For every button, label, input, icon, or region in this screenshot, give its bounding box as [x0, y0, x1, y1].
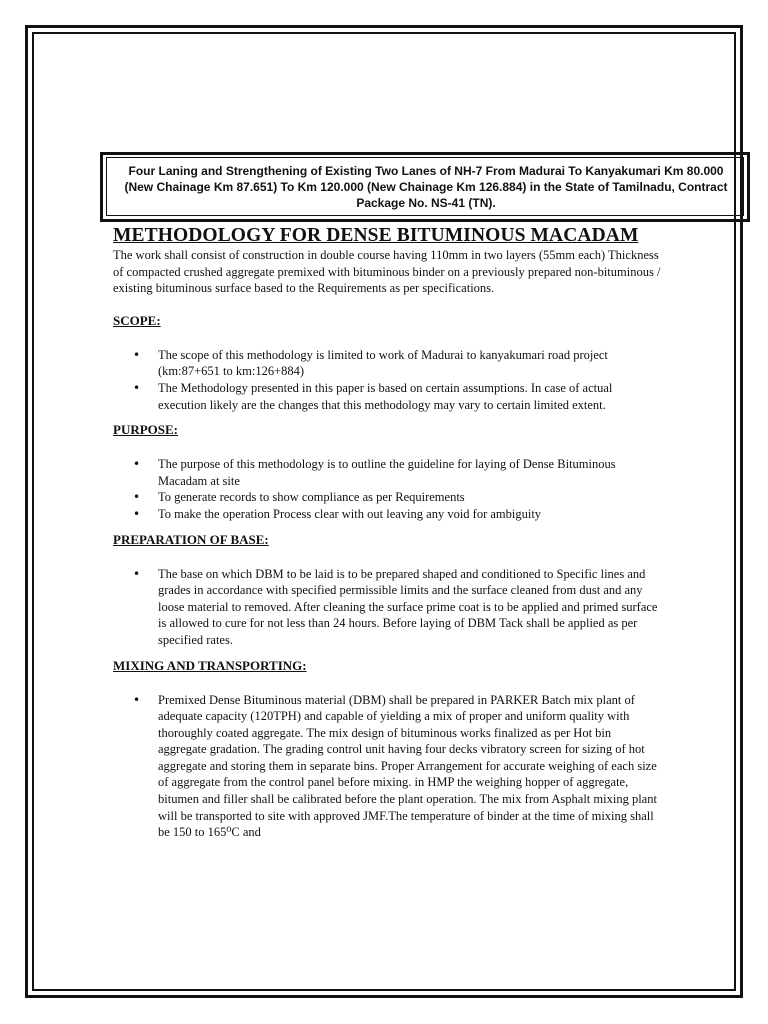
intro-paragraph: The work shall consist of construction in double course having 110mm in two layers (55mm each) Thickness of compacted crushed aggregate premixed with bituminous binder on a previously prepared non-bituminous / existing bituminous surface based to the Requirements as per specifications. — [113, 248, 661, 296]
list-item: • The scope of this methodology is limited to work of Madurai to kanyakumari road project (km:87+651 to km:126+884) — [113, 347, 661, 380]
section-scope — [113, 312, 661, 413]
section-heading: PURPOSE: — [113, 422, 178, 438]
section-preparation-of-base — [113, 531, 661, 649]
bullet-list — [113, 456, 661, 522]
list-item: • The purpose of this methodology is to outline the guideline for laying of Dense Bituminous Macadam at site — [113, 456, 661, 489]
project-header — [108, 163, 744, 213]
project-header-line: Package No. NS-41 (TN). — [356, 196, 496, 210]
project-header-line: (New Chainage Km 87.651) To Km 120.000 (New Chainage Km 126.884) in the State of Tamilnadu, Contract — [124, 180, 728, 194]
document-title: METHODOLOGY FOR DENSE BITUMINOUS MACADAM — [113, 225, 639, 246]
list-item: • To make the operation Process clear with out leaving any void for ambiguity — [113, 506, 661, 523]
section-heading: MIXING AND TRANSPORTING: — [113, 657, 307, 673]
bullet-list — [113, 692, 661, 841]
section-heading: PREPARATION OF BASE: — [113, 531, 269, 547]
section-heading: SCOPE: — [113, 312, 161, 328]
list-item: • The base on which DBM to be laid is to be prepared shaped and conditioned to Specific lines and grades in accordance with specified permissible limits and the surface cleaned from dust and any loose material to removed. After cleaning the surface prime coat is to be applied and primed surface is allowed to cure for not less than 24 hours. Before laying of DBM Tack shall be applied as per specified rates. — [113, 566, 661, 649]
bullet-list — [113, 347, 661, 413]
project-header-line: Four Laning and Strengthening of Existing Two Lanes of NH-7 From Madurai To Kanyakumari Km 80.000 — [128, 164, 724, 178]
document-body — [113, 247, 661, 841]
bullet-list — [113, 566, 661, 649]
section-purpose — [113, 421, 661, 522]
list-item: • To generate records to show compliance as per Requirements — [113, 489, 661, 506]
list-item: • The Methodology presented in this paper is based on certain assumptions. In case of actual execution likely are the changes that this methodology may vary to certain limited extent. — [113, 380, 661, 413]
list-item: • Premixed Dense Bituminous material (DBM) shall be prepared in PARKER Batch mix plant of adequate capacity (120TPH) and capable of yielding a mix of proper and uniform quality with thoroughly coated aggregate. The mix design of bituminous works finalized as per Hot bin aggregate gradation. The grading control unit having four decks vibratory screen for sizing of hot aggregate and storing them in separate bins. Proper Arrangement for accurate weighing of each size of aggregate from the control panel before mixing. in HMP the weighing hopper of aggregate, bitumen and filler shall be calibrated before the plant operation. The mix from Asphalt mixing plant will be transported to site with approved JMF.The temperature of binder at the time of mixing shall be 150 to 165⁰C and — [113, 692, 661, 841]
section-mixing-and-transporting — [113, 657, 661, 841]
